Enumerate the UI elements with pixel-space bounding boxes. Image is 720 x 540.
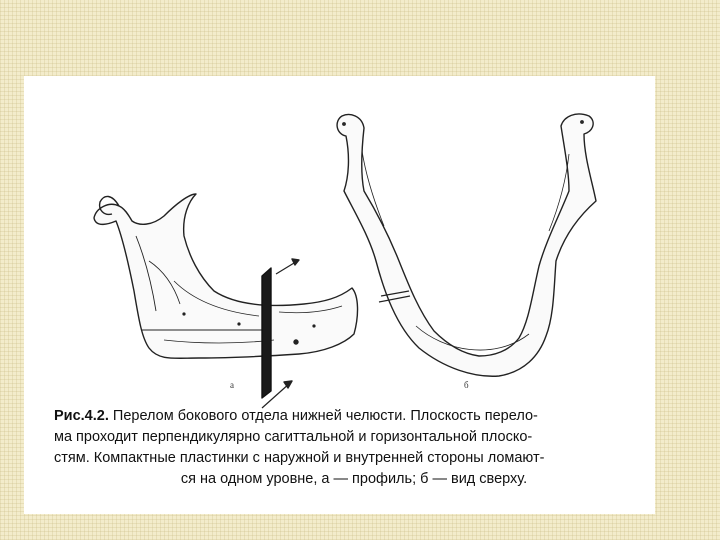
- mandible-profile-view: [94, 194, 358, 408]
- figure-caption: [54, 406, 654, 490]
- label-a: а: [230, 380, 234, 390]
- caption-line-4: ся на одном уровне, а — профиль; б — вид сверху.: [180, 471, 528, 487]
- caption-line-1: Рис.4.2. Перелом бокового отдела нижней челюсти. Плоскость перело-: [54, 408, 538, 424]
- label-b: б: [464, 380, 469, 390]
- caption-prefix: Рис.4.2.: [54, 408, 109, 424]
- caption-line-2: ма проходит перпендикулярно сагиттальной и горизонтальной плоско-: [54, 429, 533, 445]
- figure-panel: [24, 76, 655, 514]
- caption-line-3: стям. Компактные пластинки с наружной и внутренней стороны ломают-: [54, 450, 545, 466]
- mandible-top-view: [337, 114, 596, 376]
